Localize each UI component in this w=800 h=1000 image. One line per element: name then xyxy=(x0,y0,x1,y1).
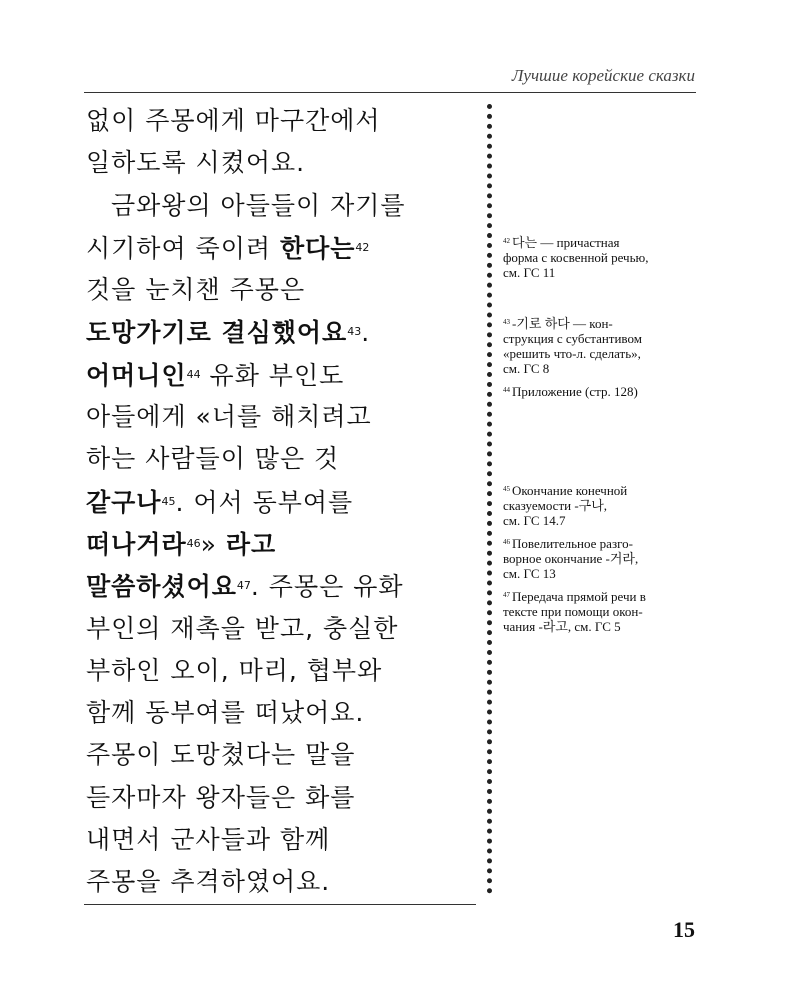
keyword-gatguna: 같구나 xyxy=(86,487,162,517)
footnotes-group-2 xyxy=(503,315,703,406)
footnote-43: $^{43}$ -기로 하다 — кон- струкция с субстантивом «решить что-л. сделать», см. ГС 8 xyxy=(503,316,642,376)
footnote-ref: 44 xyxy=(186,367,201,381)
keyword-handaneun: 한다는 xyxy=(279,233,356,263)
text-line: 도망가기로 결심했어요$^{43}$. xyxy=(86,318,371,348)
footnote-42: $^{42}$ 다는 — причастная форма с косвенной речью, см. ГС 11 xyxy=(503,235,649,280)
running-head: Лучшие корейские сказки xyxy=(511,66,695,85)
footnote-47: $^{47}$ Передача прямой речи в тексте при помощи окон- чания -라고, см. ГС 5 xyxy=(503,589,646,634)
top-rule xyxy=(84,92,696,93)
keyword-domanggagiro: 도망가기로 결심했어요 xyxy=(86,318,348,348)
text-line: 같구나$^{45}$. 어서 동부여를 xyxy=(86,487,354,517)
text-line: 말씀하셨어요$^{47}$. 주몽은 유화 xyxy=(86,572,404,602)
text-line: 부하인 오이, 마리, 협부와 xyxy=(86,655,383,685)
text-line: 부인의 재촉을 받고, 충실한 xyxy=(86,613,399,643)
footnote-44: $^{44}$ Приложение (стр. 128) xyxy=(503,384,638,399)
text-line: 주몽을 추격하였어요. xyxy=(86,867,331,897)
text-line: 듣자마자 왕자들은 화를 xyxy=(86,782,356,812)
text-line: 함께 동부여를 떠났어요. xyxy=(86,698,365,728)
footnote-ref: 47 xyxy=(236,579,251,593)
footnote-46: $^{46}$ Повелительное разго- ворное окончание -거라, см. ГС 13 xyxy=(503,536,639,581)
dotted-divider xyxy=(487,104,492,894)
keyword-malsseumhasyeosseoyo: 말씀하셨어요 xyxy=(86,572,237,602)
keyword-eomeoniin: 어머니인 xyxy=(86,360,187,390)
text-line: 것을 눈치챈 주몽은 xyxy=(86,275,306,305)
text-line: 없이 주몽에게 마구간에서 xyxy=(86,106,381,135)
keyword-tteonageora: 떠나거라 xyxy=(86,529,187,559)
text-line: 시기하여 죽이려 한다는$^{42}$ xyxy=(86,233,370,263)
bottom-rule xyxy=(84,904,476,905)
footnote-ref: 46 xyxy=(186,536,201,550)
main-text xyxy=(86,100,481,904)
text-line: 내면서 군사들과 함께 xyxy=(86,825,331,855)
keyword-rago: 라고 xyxy=(225,529,277,559)
text-line: 아들에게 «너를 해치려고 xyxy=(86,402,372,432)
footnotes-group-3 xyxy=(503,482,703,641)
footnote-ref: 45 xyxy=(161,494,176,508)
text-line: 일하도록 시켰어요. xyxy=(86,148,306,178)
page-number: 15 xyxy=(673,917,695,942)
footnote-ref: 42 xyxy=(355,240,370,254)
footnote-ref: 43 xyxy=(347,325,362,339)
text-line: 주몽이 도망쳤다는 말을 xyxy=(86,740,356,770)
text-line: 하는 사람들이 많은 것 xyxy=(86,444,340,474)
footnote-45: $^{45}$ Окончание конечной сказуемости -구나, см. ГС 14.7 xyxy=(503,483,628,528)
text-line: 어머니인$^{44}$ 유화 부인도 xyxy=(86,360,345,390)
footnotes-group-1 xyxy=(503,234,703,287)
text-line: 떠나거라$^{46}$» 라고 xyxy=(86,529,277,559)
paragraph-start-line: 금와왕의 아들들이 자기를 xyxy=(111,190,406,220)
